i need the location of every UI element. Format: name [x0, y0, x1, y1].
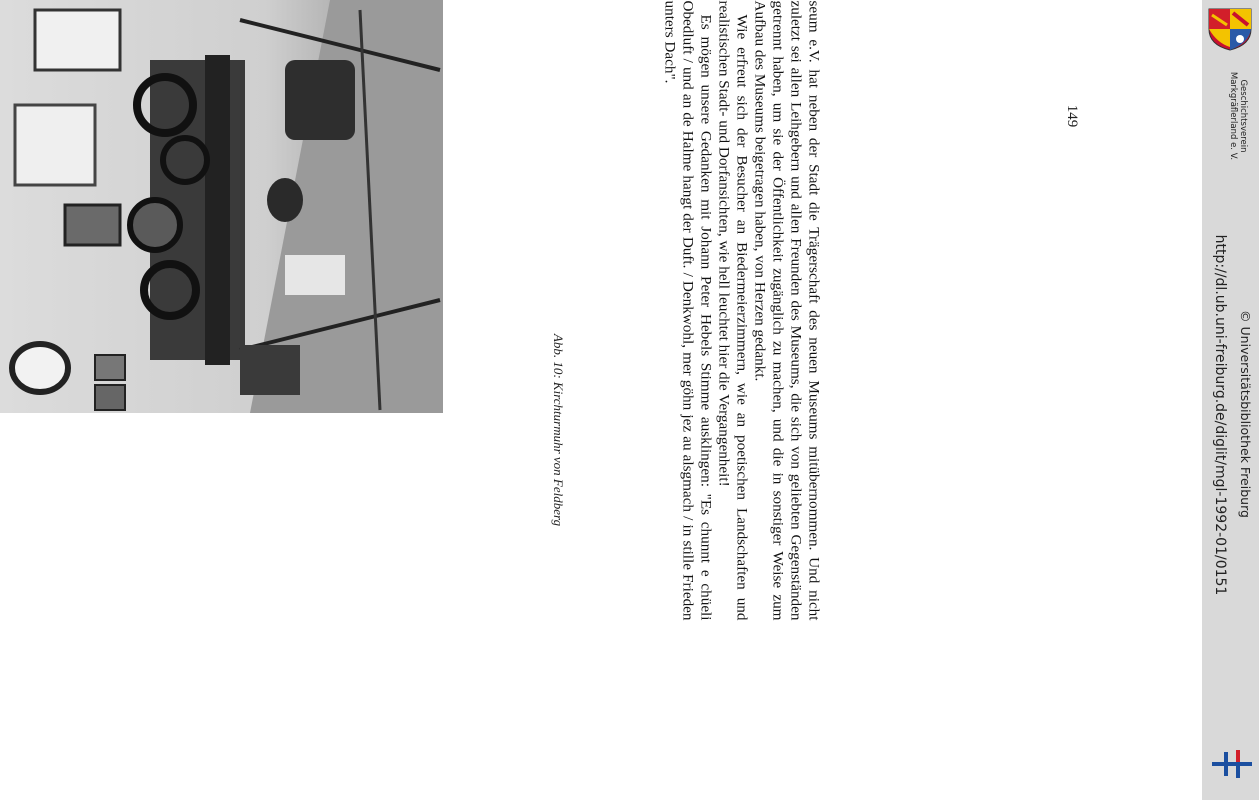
- society-name-line2: Markgräflerland e. V.: [1228, 71, 1238, 161]
- society-name: [1222, 66, 1248, 166]
- paragraph-2: Wie erfreut sich der Besucher an Biedermeierzimmern, wie an poetischen Landschaften und realistischen Stadt- und Dorfansichten, wie hell leuchtet hier die Vergangenheit!: [715, 0, 751, 621]
- page-number: 149: [1064, 104, 1080, 128]
- photo-church-tower-clock: [0, 0, 443, 413]
- paragraph-3: Es mögen unsere Gedanken mit Johann Peter Hebels Stimme ausklingen: "Es chunnt e chüeli Obedluft / und an de Halme hangt der Duft. / Denkwohl, mer göhn jez au alsgmach / in stille Frieden unters Dach".: [661, 0, 715, 621]
- permalink-url[interactable]: http://dl.ub.uni-freiburg.de/diglit/mgl-1992-01/0151: [1212, 234, 1228, 596]
- ub-freiburg-logo-icon: [1210, 748, 1254, 780]
- coat-of-arms-icon: [1207, 7, 1253, 51]
- figure-caption: Abb. 10: Kirchturmuhr von Feldberg: [551, 333, 566, 527]
- society-name-line1: Geschichtsverein: [1238, 79, 1248, 153]
- copyright-notice: © Universitätsbibliothek Freiburg: [1238, 310, 1253, 518]
- body-text: [648, 1, 823, 621]
- paragraph-1: seum e.V. hat neben der Stadt die Trägerschaft des neuen Museums mitübernommen. Und nicht zuletzt sei allen Leihgebern und allen Freunden des Museums, die sich von geliebten Gegenständen getrennt haben, um sie der Öffentlichkeit zugänglich zu machen, und die in sonstiger Weise zum Aufbau des Museums beigetragen haben, von Herzen gedankt.: [751, 0, 823, 621]
